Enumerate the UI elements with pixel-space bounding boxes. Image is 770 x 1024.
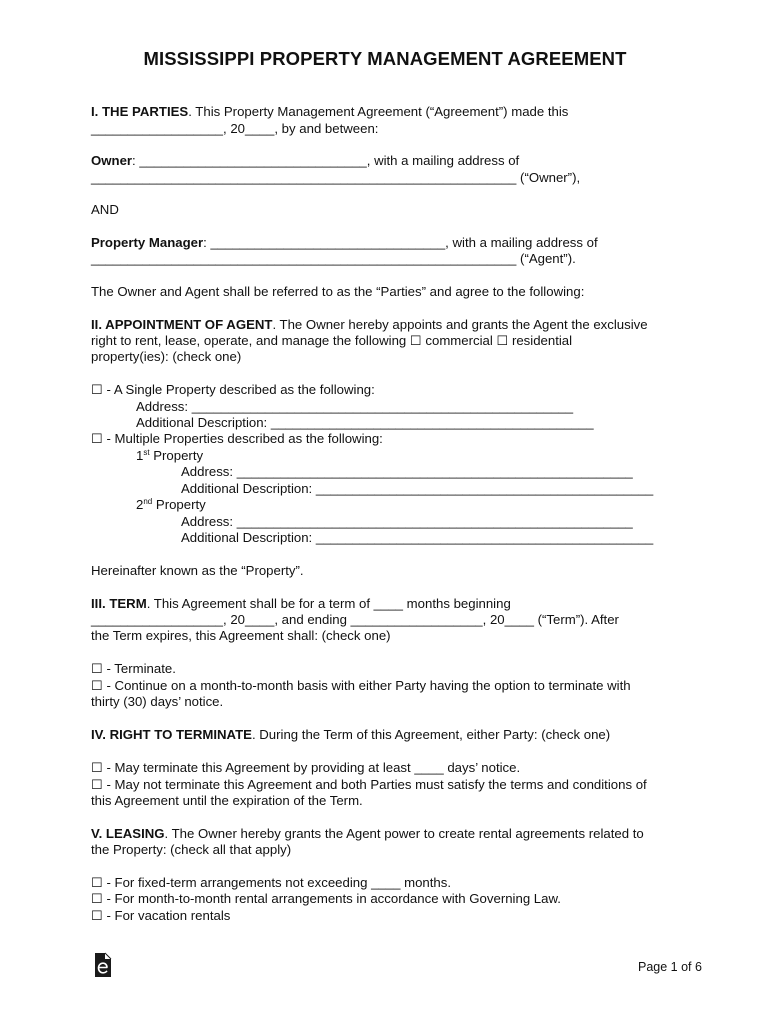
first-property-label: [136, 448, 203, 464]
terminate-option-no-1: ☐ - May not terminate this Agreement and both Parties must satisfy the terms and conditions of: [91, 777, 647, 792]
term-line-3: the Term expires, this Agreement shall: (check one): [91, 628, 391, 643]
second-description-line: Additional Description: ______________________________________________: [181, 530, 654, 545]
second-property-label: [136, 497, 206, 513]
manager-label: Property Manager: [91, 235, 204, 250]
term-option-continue-1: ☐ - Continue on a month-to-month basis with either Party having the option to terminate with: [91, 678, 631, 693]
first-property-number: 1: [136, 448, 144, 463]
first-property-text: Property: [149, 448, 204, 463]
manager-line-1: [91, 235, 598, 251]
terminate-line-1: [91, 727, 610, 743]
leasing-option-fixed: ☐ - For fixed-term arrangements not exceeding ____ months.: [91, 875, 451, 890]
term-text-1: . This Agreement shall be for a term of ____ months beginning: [146, 596, 511, 611]
page-title: MISSISSIPPI PROPERTY MANAGEMENT AGREEMENT: [143, 48, 627, 69]
second-property-suffix: nd: [143, 497, 153, 506]
term-option-terminate: ☐ - Terminate.: [91, 661, 176, 676]
manager-text-1: : ________________________________, with a mailing address of: [203, 235, 598, 250]
single-address-line: Address: ____________________________________________________: [136, 399, 574, 414]
parties-text-1: . This Property Management Agreement (“Agreement”) made this: [188, 104, 569, 119]
second-address-line: Address: ______________________________________________________: [181, 514, 633, 529]
term-option-continue-2: thirty (30) days’ notice.: [91, 694, 224, 709]
appointment-line-1: [91, 317, 648, 333]
first-property-suffix: st: [143, 448, 150, 457]
term-line-1: [91, 596, 511, 612]
second-property-number: 2: [136, 497, 144, 512]
leasing-option-vacation: ☐ - For vacation rentals: [91, 908, 231, 923]
owner-line-2: __________________________________________________________ (“Owner”),: [91, 170, 581, 185]
terminate-option-no-2: this Agreement until the expiration of the Term.: [91, 793, 363, 808]
appointment-line-3: property(ies): (check one): [91, 349, 242, 364]
leasing-heading: V. LEASING: [91, 826, 165, 841]
parties-line-2: __________________, 20____, by and between:: [91, 121, 379, 136]
parties-line-1: [91, 104, 568, 120]
manager-line-2: __________________________________________________________ (“Agent”).: [91, 251, 576, 266]
appointment-heading: II. APPOINTMENT OF AGENT: [91, 317, 273, 332]
parties-reference: The Owner and Agent shall be referred to as the “Parties” and agree to the following:: [91, 284, 585, 299]
leasing-line-2: the Property: (check all that apply): [91, 842, 292, 857]
appointment-line-2: right to rent, lease, operate, and manage the following ☐ commercial ☐ residential: [91, 333, 573, 348]
leasing-text-1: . The Owner hereby grants the Agent power to create rental agreements related to: [164, 826, 644, 841]
terminate-option-notice: ☐ - May terminate this Agreement by providing at least ____ days’ notice.: [91, 760, 521, 775]
second-property-text: Property: [152, 497, 206, 512]
term-line-2: __________________, 20____, and ending __________________, 20____ (“Term”). After: [91, 612, 619, 627]
single-property-option: ☐ - A Single Property described as the following:: [91, 382, 375, 397]
terminate-heading: IV. RIGHT TO TERMINATE: [91, 727, 252, 742]
leasing-line-1: [91, 826, 644, 842]
first-description-line: Additional Description: ______________________________________________: [181, 481, 654, 496]
hereinafter-text: Hereinafter known as the “Property”.: [91, 563, 304, 578]
first-address-line: Address: ______________________________________________________: [181, 464, 633, 479]
parties-heading: I. THE PARTIES: [91, 104, 189, 119]
terminate-text-1: . During the Term of this Agreement, either Party: (check one): [251, 727, 611, 742]
leasing-option-monthly: ☐ - For month-to-month rental arrangements in accordance with Governing Law.: [91, 891, 561, 906]
term-heading: III. TERM: [91, 596, 147, 611]
and-text: AND: [91, 202, 119, 217]
appointment-text-1: . The Owner hereby appoints and grants the Agent the exclusive: [272, 317, 648, 332]
owner-label: Owner: [91, 153, 133, 168]
owner-line-1: [91, 153, 519, 169]
single-description-line: Additional Description: ____________________________________________: [136, 415, 594, 430]
multiple-properties-option: ☐ - Multiple Properties described as the following:: [91, 431, 383, 446]
page-number: Page 1 of 6: [638, 960, 702, 974]
eforms-logo-icon: [93, 952, 113, 978]
owner-text-1: : _______________________________, with a mailing address of: [132, 153, 520, 168]
